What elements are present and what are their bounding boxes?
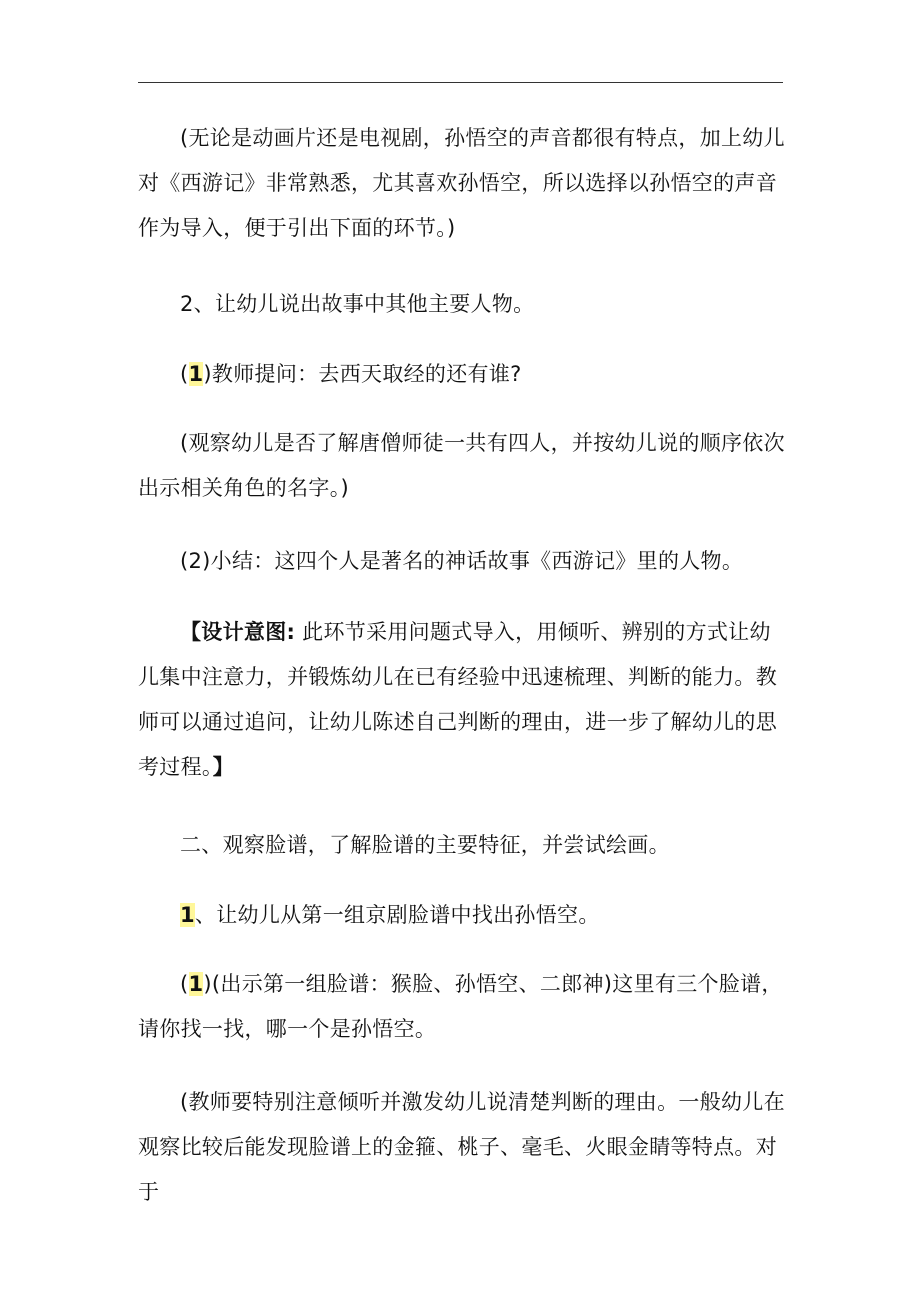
header-rule <box>138 82 783 83</box>
paragraph-step-1 <box>138 893 790 938</box>
step-text: 、让幼儿从第一组京剧脸谱中找出孙悟空。 <box>194 903 600 927</box>
section-heading-two: 二、观察脸谱，了解脸谱的主要特征，并尝试绘画。 <box>180 833 670 857</box>
paragraph-design-intent <box>138 610 790 790</box>
highlighted-number: 1 <box>180 903 195 927</box>
paragraph-teacher-note: (教师要特别注意倾听并激发幼儿说清楚判断的理由。一般幼儿在观察比较后能发现脸谱上的金箍、桃子、毫毛、火眼金睛等特点。对于 <box>138 1090 785 1204</box>
highlighted-number: 1 <box>188 362 204 386</box>
paragraph-show-masks <box>138 962 790 1052</box>
design-intent-text: 此环节采用问题式导入，用倾听、辨别的方式让幼儿集中注意力，并锻炼幼儿在已有经验中迅速梳理、判断的能力。教师可以通过追问，让幼儿陈述自己判断的理由，进一步了解幼儿的思考过程。 <box>138 620 777 779</box>
paragraph-note-intro: (无论是动画片还是电视剧，孙悟空的声音都很有特点，加上幼儿对《西游记》非常熟悉，尤其喜欢孙悟空，所以选择以孙悟空的声音作为导入，便于引出下面的环节。) <box>138 126 785 240</box>
design-intent-label: 【设计意图: <box>180 620 296 644</box>
paren-open: ( <box>180 362 189 386</box>
question-text: )教师提问：去西天取经的还有谁? <box>203 362 522 386</box>
highlighted-number: 1 <box>188 972 204 996</box>
paragraph-teacher-question <box>138 352 790 397</box>
paragraph-observe-note: (观察幼儿是否了解唐僧师徒一共有四人，并按幼儿说的顺序依次出示相关角色的名字。) <box>138 431 785 500</box>
paragraph-summary: (2)小结：这四个人是著名的神话故事《西游记》里的人物。 <box>180 549 744 573</box>
design-intent-close: 】 <box>212 755 235 779</box>
show-masks-text: )(出示第一组脸谱：猴脸、孙悟空、二郎神)这里有三个脸谱，请你找一找，哪一个是孙悟空。 <box>138 972 783 1041</box>
paren-open: ( <box>180 972 189 996</box>
paragraph-step-2: 2、让幼儿说出故事中其他主要人物。 <box>180 292 535 316</box>
